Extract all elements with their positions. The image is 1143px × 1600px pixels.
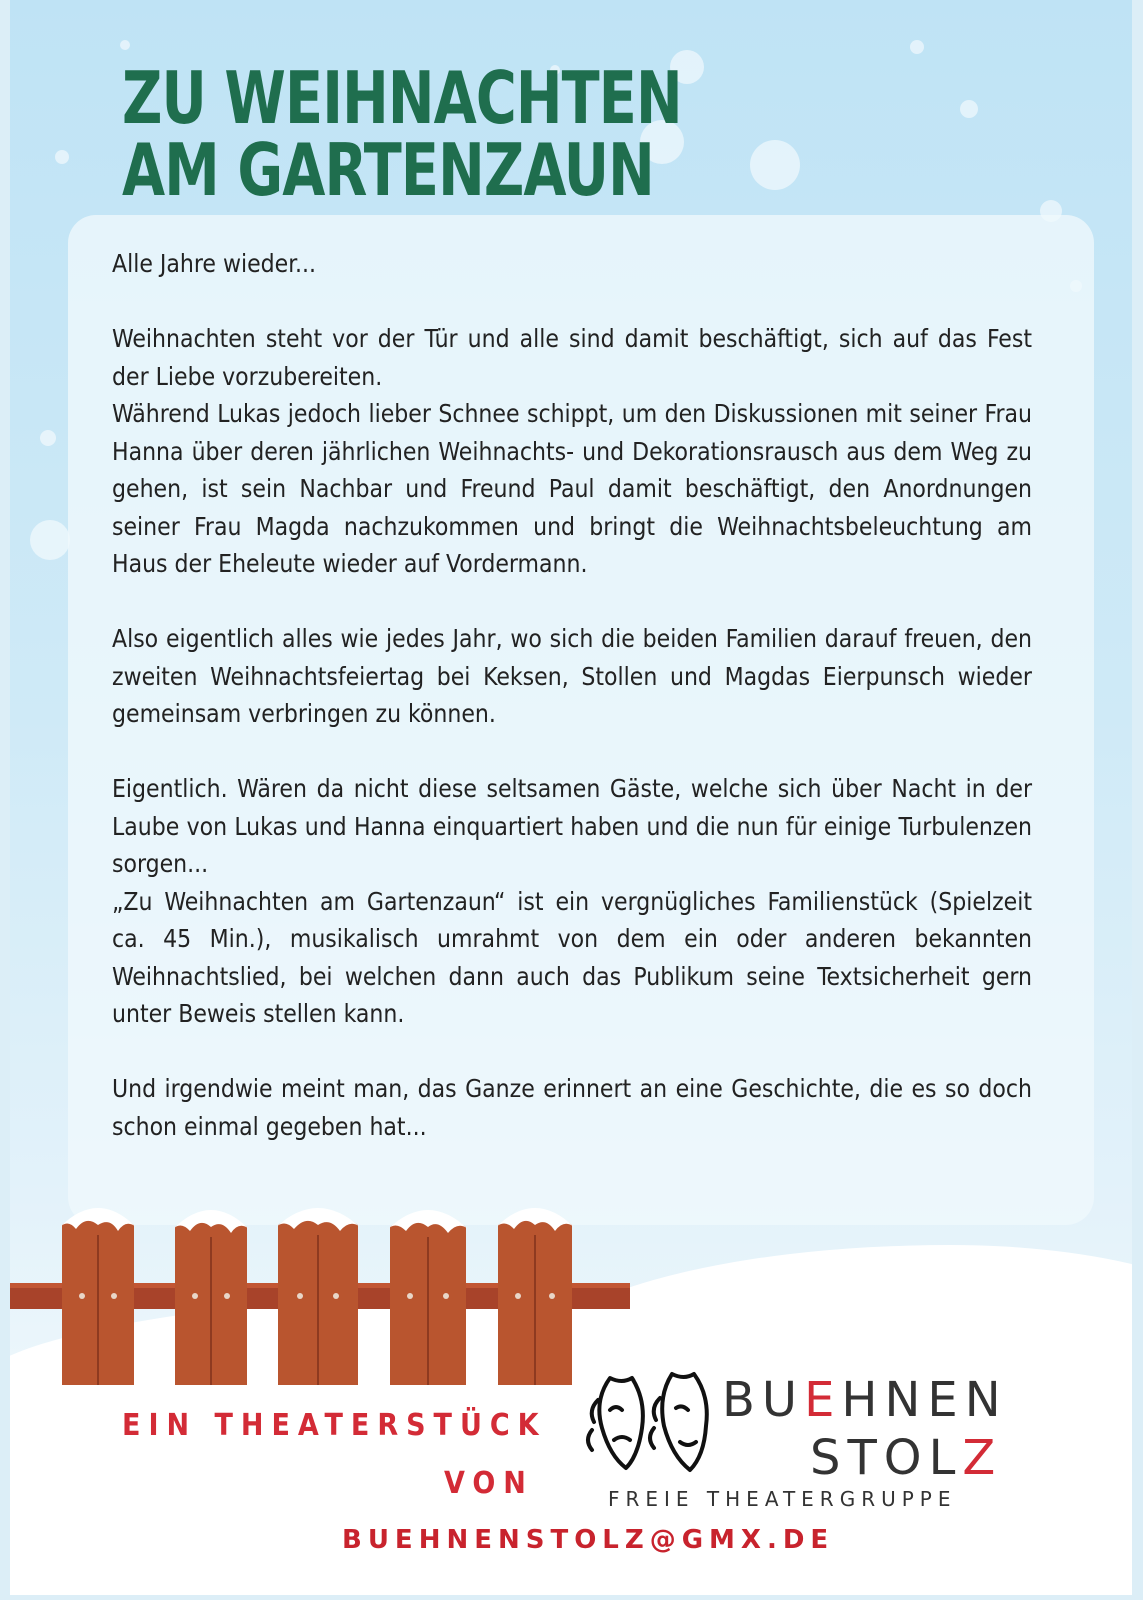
logo-text: HNEN (841, 1372, 1008, 1428)
paragraph: Während Lukas jedoch lieber Schnee schippt, um den Diskussionen mit seiner Frau Hanna über deren jährlichen Weihnachts- und Dekorationsrausch aus dem Weg zu gehen, ist sein Nachbar und Freund Paul damit beschäftigt, den Anordnungen seiner Frau Magda nachzukommen und bringt die Weihnachtsbeleuchtung am Haus der Eheleute wieder auf Vordermann. (112, 399, 1032, 578)
paragraph: „Zu Weihnachten am Gartenzaun“ ist ein vergnügliches Familienstück (Spielzeit ca. 45 Min.), musikalisch umrahmt von dem ein oder anderen bekannten Weihnachtslied, bei welchen dann auch das Publikum seine Textsicherheit gern unter Beweis stellen kann. (112, 886, 1032, 1028)
theater-masks-icon (580, 1370, 720, 1480)
description-text (112, 245, 1032, 1145)
theater-label: EIN THEATERSTÜCK (122, 1408, 547, 1443)
snowflake (750, 140, 800, 190)
logo-accent-letter: Z (962, 1430, 1003, 1486)
paragraph: Also eigentlich alles wie jedes Jahr, wo sich die beiden Familien darauf freuen, den zweiten Weihnachtsfeiertag bei Keksen, Stollen und Magdas Eierpunsch wieder gemeinsam verbringen zu können. (112, 624, 1032, 728)
logo-tagline: FREIE THEATERGRUPPE (608, 1487, 957, 1511)
contact-email[interactable]: BUEHNENSTOLZ@GMX.DE (342, 1525, 835, 1555)
paragraph-intro: Alle Jahre wieder... (112, 249, 317, 278)
page-title (122, 56, 682, 212)
snowflake (910, 40, 924, 54)
snowflake (120, 40, 130, 50)
snowflake (55, 150, 69, 164)
paragraph: Eigentlich. Wären da nicht diese seltsamen Gäste, welche sich über Nacht in der Laube von Lukas und Hanna einquartiert haben und die nun für einige Turbulenzen sorgen... (112, 774, 1032, 878)
title-line-1: ZU WEIHNACHTEN (122, 56, 682, 140)
title-line-2: AM GARTENZAUN (122, 128, 654, 212)
logo-wordmark-line2 (810, 1430, 1002, 1486)
snowflake (960, 100, 978, 118)
von-label: VON (444, 1466, 534, 1501)
snowy-fence-icon (10, 1195, 650, 1385)
paragraph-closing: Und irgendwie meint man, das Ganze erinnert an eine Geschichte, die es so doch schon einmal gegeben hat... (112, 1074, 1032, 1141)
snowflake (30, 520, 70, 560)
paragraph: Weihnachten steht vor der Tür und alle sind damit beschäftigt, sich auf das Fest der Liebe vorzubereiten. (112, 324, 1032, 391)
snowflake (40, 430, 56, 446)
logo-accent-letter: E (804, 1372, 842, 1428)
logo-text: BU (722, 1372, 805, 1428)
logo-wordmark-line1 (722, 1372, 1008, 1428)
logo-text: STOL (810, 1430, 963, 1486)
